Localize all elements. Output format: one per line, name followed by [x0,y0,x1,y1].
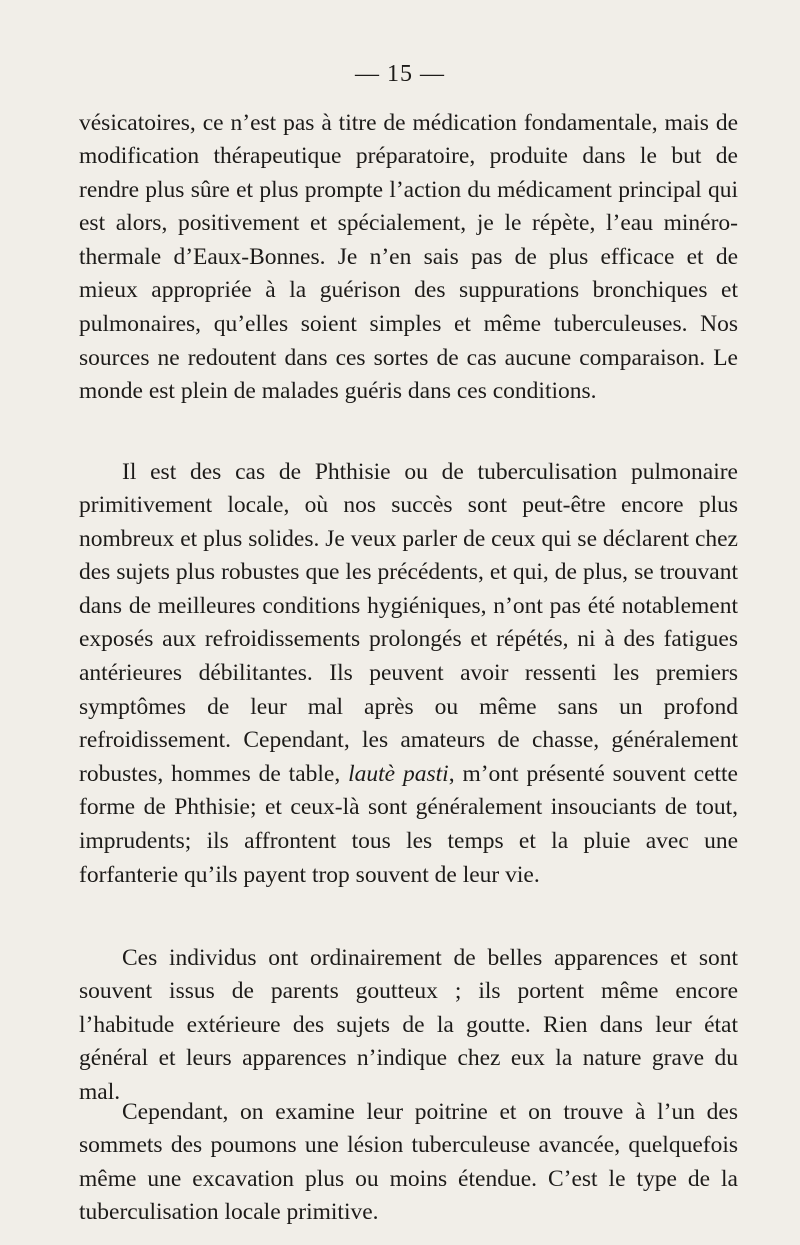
page-number: — 15 — [355,61,445,87]
paragraph-text-after-italic: , m’ont présenté souvent cette forme de Phthisie; et ceux-là sont généralement insouciants de tout, imprudents; ils affrontent tous les temps et la pluie avec une forfanterie qu’ils payent trop souvent de leur vie. [79,760,738,888]
paragraph-phthisie-primitive [79,456,738,893]
paragraph-apparences: Ces individus ont ordinairement de belles apparences et sont souvent issus de parents goutteux ; ils portent même encore l’habitude extérieure des sujets de la goutte. Rien dans leur état général et leurs apparences n’indique chez eux la nature grave du mal. [79,944,738,1105]
paragraph-text-before-italic: Il est des cas de Phthisie ou de tuberculisation pulmonaire primitivement locale, où nos succès sont peut-être encore plus nombreux et plus solides. Je veux parler de ceux qui se déclarent chez des sujets plus robustes que les précédents, et qui, de plus, se trouvant dans de meilleures conditions hygiéniques, n’ont pas été notablement exposés aux refroidissements prolongés et répétés, ni à des fatigues antérieures débilitantes. Ils peuvent avoir ressenti les premiers symptômes de leur mal après ou même sans un profond refroidissement. Cependant, les amateurs de chasse, généralement robustes, hommes de table, [79,458,738,787]
italic-phrase: lautè pasti [348,760,449,787]
paragraph-continuation: vésicatoires, ce n’est pas à titre de médication fondamentale, mais de modification thérapeutique préparatoire, produite dans le but de rendre plus sûre et plus prompte l’action du médicament principal qui est alors, positivement et spécialement, je le répète, l’eau minéro-thermale d’Eaux-Bonnes. Je n’en sais pas de plus efficace et de mieux appropriée à la guérison des suppurations bronchiques et pulmonaires, qu’elles soient simples et même tuberculeuses. Nos sources ne redoutent dans ces sortes de cas aucune comparaison. Le monde est plein de malades guéris dans ces conditions. [79,109,738,405]
paragraph-examen: Cependant, on examine leur poitrine et on trouve à l’un des sommets des poumons une lésion tuberculeuse avancée, quelquefois même une excavation plus ou moins étendue. C’est le type de la tuberculisation locale primitive. [79,1098,738,1226]
